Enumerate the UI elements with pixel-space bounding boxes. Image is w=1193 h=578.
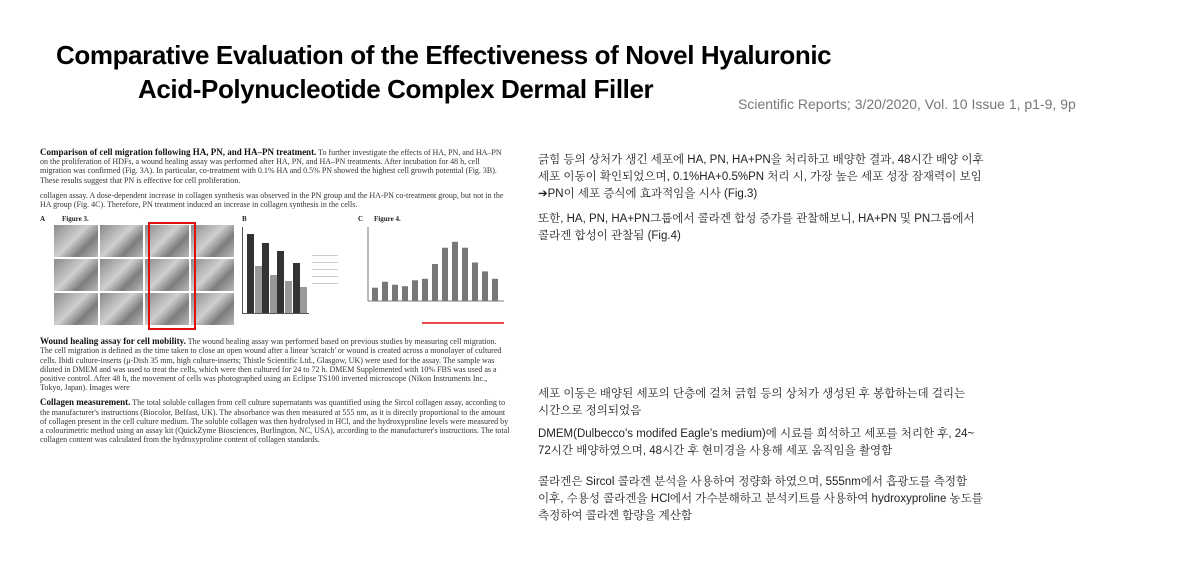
korean-notes-bottom [538,386,1168,525]
paper-text-collagen-result: collagen assay. A dose-dependent increase in collagen synthesis was observed in the PN group and the HA-PN co-treatment group, but not in the HA group (Fig. 4C). Therefore, PN treatment induced an increase in collagen synthesis in the cells. [40,190,504,210]
note-sircol-line-2: 이후, 수용성 콜라겐을 HCl에서 가수분해하고 분석키트를 사용하여 hydroxyproline 농도를 [538,493,983,505]
paper-text-collagen-measurement: The total soluble collagen from cell culture supernatants was quantified using the Sircol collagen assay, according to the manufacturer's instructions (Biocolor, Belfast, UK). The absorbance was then measured at 555 nm, as it is directly proportional to the amount of collagen present in the cell culture medium. The soluble collagen was then hydrolysed in HCl, and the hydroxyproline levels were measured by a colourimetric method using an assay kit (QuickZyme Biosciences, Burlington, NC, USA), according to the manufacturer's instructions. The total collagen content was calculated from the hydroxyproline content of collagen standards. [40,398,510,445]
note-sircol-line-3: 측정하여 콜라겐 함량을 계산함 [538,510,693,522]
figure-4c-bar [372,288,378,301]
figure-3b-bar [300,287,307,313]
figure-3b-bar [277,251,284,313]
highlight-box [148,222,196,330]
figure-4c-bar [412,280,418,301]
micrograph [54,259,98,291]
figure-3b-bar-chart [242,227,309,314]
figure-3-label: Figure 3. [62,215,89,224]
title-line-2: Acid-Polynucleotide Complex Dermal Filler [138,74,654,104]
figure-3b-bar [270,275,277,314]
micrograph-grid [54,225,234,325]
paper-paragraph-collagen-result [40,191,510,209]
note-sircol-line-1: 콜라겐은 Sircol 콜라겐 분석을 사용하여 정량화 하였으며, 555nm에서 흡광도를 측정함 [538,476,968,488]
figure-panel-a-label: A [40,215,46,224]
micrograph [191,293,235,325]
citation: Scientific Reports; 3/20/2020, Vol. 10 Issue 1, p1-9, 9p [738,96,1076,112]
micrograph [191,259,235,291]
figure-4c-bar [432,264,438,301]
figure-3b-bar [262,243,269,314]
paper-figures [40,215,510,327]
note-collagen [538,211,1168,245]
paper-text-migration: To further investigate the effects of HA, PN, and HA–PN on the proliferation of HDFs, a wound healing assay was performed after HA, PN, and HA–PN treatments. After incubation for 48 h, cell migration was confirmed (Fig. 3A). In particular, co-treatment with 0.1% HA and 0.5% PN showed the highest cell growth potential (Fig. 3B). These results suggest that PN is effective for cell proliferation. [40,148,502,185]
figure-4c-bar [482,272,488,302]
figure-4c-bar [402,286,408,301]
figure-3b-bar [293,263,300,313]
figure-4c-bar-chart [358,223,508,327]
title-line-1: Comparative Evaluation of the Effectiveness of Novel Hyaluronic [56,40,832,70]
note-dmem [538,426,1168,460]
figure-panel-b-label: B [242,215,247,224]
slide-title [40,38,840,106]
paper-heading-wound-healing: Wound healing assay for cell mobility. [40,336,186,347]
figure-panel-c-label: C [358,215,364,224]
micrograph [54,293,98,325]
note-migration-line-3: ➔PN이 세포 증식에 효과적임을 시사 (Fig.3) [538,188,758,200]
paper-paragraph-migration [40,148,510,185]
note-migration-line-2: 세포 이동이 확인되었으며, 0.1%HA+0.5%PN 처리 시, 가장 높은 세포 성장 잠재력이 보임 [538,171,982,183]
figure-4c-bar [452,242,458,301]
note-definition-line-1: 세포 이동은 배양된 세포의 단층에 걸쳐 긁힘 등의 상처가 생성된 후 봉합하는데 걸리는 [538,388,966,400]
figure-4-label: Figure 4. [374,215,401,224]
figure-3b-legend [312,251,338,287]
figure-4c-bar [492,279,498,301]
figure-4c-bar [422,279,428,301]
micrograph [54,225,98,257]
note-dmem-line-1: DMEM(Dulbecco’s modifed Eagle’s medium)에 시료를 희석하고 세포를 처리한 후, 24~ [538,428,975,440]
note-sircol [538,474,1168,525]
paper-heading-migration: Comparison of cell migration following HA, PN, and HA–PN treatment. [40,147,317,157]
micrograph [100,293,144,325]
note-dmem-line-2: 72시간 배양하였으며, 48시간 후 현미경을 사용해 세포 움직임을 촬영함 [538,445,893,457]
note-migration-line-1: 긁힘 등의 상처가 생긴 세포에 HA, PN, HA+PN을 처리하고 배양한 결과, 48시간 배양 이후 [538,154,984,166]
paper-heading-collagen-measurement: Collagen measurement. [40,397,131,408]
paper-paragraph-wound-healing [40,337,510,392]
korean-notes-top [538,152,1168,245]
note-definition-line-2: 시간으로 정의되었음 [538,405,642,417]
note-migration [538,152,1168,203]
paper-excerpt-image [40,148,510,566]
note-definition [538,386,1168,420]
note-collagen-line-2: 콜라겐 합성이 관찰됨 (Fig.4) [538,230,681,242]
figure-4c-bar [442,248,448,301]
figure-3b-bar [285,281,292,314]
micrograph [100,259,144,291]
note-collagen-line-1: 또한, HA, PN, HA+PN그룹에서 콜라겐 합성 증가를 관찰해보니, HA+PN 및 PN그룹에서 [538,213,975,225]
figure-4c-bar [392,285,398,301]
paper-text-wound-healing: The wound healing assay was performed based on previous studies by measuring cell migration. The cell migration is defined as the time taken to close an open wound after a linear 'scratch' or wound is created across a monolayer of cultured cells. Ibidi culture-inserts (μ-Dish 35 mm, high culture-inserts; Thistle Scientific Ltd., Glasgow, UK) were used for the assay. The sample was diluted in DMEM and was used to treat the cells, which were then cultured for 24 to 72 h. DMEM Supplemented with 10% FBS was used as a positive control. After 48 h, the movement of cells was photographed using an Eclipse TS100 inverted microscope (Nikon Instruments Inc., Tokyo, Japan). Images were [40,337,502,393]
paper-paragraph-collagen-measurement [40,398,510,444]
figure-4c-bar [382,282,388,301]
micrograph [191,225,235,257]
figure-4c-bar [462,248,468,301]
micrograph [100,225,144,257]
figure-3b-bar [247,234,254,313]
figure-4c-bar [472,263,478,301]
figure-3b-bar [255,266,262,313]
